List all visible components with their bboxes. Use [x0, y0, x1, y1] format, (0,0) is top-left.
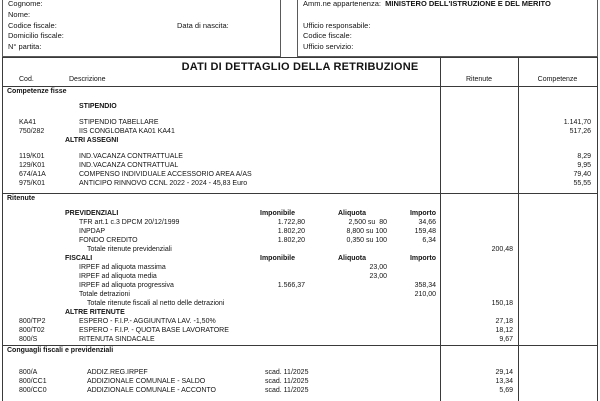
row-code: 800/S — [19, 336, 38, 343]
cell-ritenute: 18,12 — [495, 327, 513, 334]
cell-importo: 210,00 — [414, 291, 436, 298]
subcol-header-imponibile: Imponibile — [260, 210, 295, 217]
cell-importo: 6,34 — [422, 237, 436, 244]
table-row — [3, 219, 597, 228]
subcol-header-imponibile: Imponibile — [260, 255, 295, 262]
cell-imponibile: 1.802,20 — [277, 237, 305, 244]
table-row — [3, 228, 597, 237]
cell-ritenute: 5,69 — [499, 387, 513, 394]
cell-ritenute: 200,48 — [491, 246, 513, 253]
administration-box — [297, 0, 598, 57]
row-description: IND.VACANZA CONTRATTUAL — [79, 162, 179, 169]
cell-competenze: 1.141,70 — [563, 119, 591, 126]
table-row — [3, 327, 597, 336]
row-description: IND.VACANZA CONTRATTUALE — [79, 153, 183, 160]
cell-ritenute: 13,34 — [495, 378, 513, 385]
table-row — [3, 255, 597, 264]
codice-fiscale-label: Codice fiscale: — [8, 20, 57, 30]
row-description: INPDAP — [79, 228, 106, 235]
row-code: 975/K01 — [19, 180, 46, 187]
cell-aliquota: 23,00 — [369, 264, 387, 271]
row-code: 800/T02 — [19, 327, 45, 334]
ufficio-responsabile-label: Ufficio responsabile: — [303, 20, 371, 30]
table-row — [3, 387, 597, 396]
table-row — [3, 210, 597, 219]
table-rows — [3, 88, 597, 396]
row-spacer — [3, 356, 597, 369]
row-description: PREVIDENZIALI — [65, 210, 119, 217]
row-spacer — [3, 112, 597, 119]
row-description: ESPERO - F.I.P. - QUOTA BASE LAVORATORE — [79, 327, 229, 334]
column-header-ritenute: Ritenute — [465, 76, 493, 83]
row-description: Totale ritenute fiscali al netto delle detrazioni — [87, 300, 225, 307]
amministrazione-value: MINISTERO DELL'ISTRUZIONE E DEL MERITO — [385, 0, 551, 8]
table-row — [3, 318, 597, 327]
subcol-header-importo: Importo — [409, 255, 436, 262]
row-description: IRPEF ad aliquota media — [79, 273, 157, 280]
row-description: FISCALI — [65, 255, 93, 262]
subcol-header-importo: Importo — [409, 210, 436, 217]
table-row — [3, 171, 597, 180]
row-description: ADDIZIONALE COMUNALE - ACCONTO — [87, 387, 217, 394]
table-row — [3, 369, 597, 378]
subcol-header-aliquota: Aliquota — [338, 255, 366, 262]
table-row — [3, 153, 597, 162]
table-row — [3, 347, 597, 356]
cell-imponibile: 1.566,37 — [277, 282, 305, 289]
table-row — [3, 264, 597, 273]
row-description: ADDIZIONALE COMUNALE - SALDO — [87, 378, 206, 385]
row-description: Competenze fisse — [7, 88, 67, 95]
table-row — [3, 309, 597, 318]
cell-competenze: 55,55 — [573, 180, 591, 187]
row-description: ALTRI ASSEGNI — [65, 137, 119, 144]
table-row — [3, 137, 597, 146]
ufficio-servizio-label: Ufficio servizio: — [303, 42, 354, 52]
table-row — [3, 246, 597, 255]
cell-ritenute: 150,18 — [491, 300, 513, 307]
cell-ritenute: 29,14 — [495, 369, 513, 376]
row-description: FONDO CREDITO — [79, 237, 138, 244]
table-title: DATI DI DETTAGLIO DELLA RETRIBUZIONE — [181, 61, 419, 73]
cell-competenze: 79,40 — [573, 171, 591, 178]
cell-scadenza: scad. 11/2025 — [265, 378, 309, 385]
row-description: RITENUTA SINDACALE — [79, 336, 155, 343]
row-description: STIPENDIO — [79, 103, 117, 110]
table-row — [3, 273, 597, 282]
table-row — [3, 162, 597, 171]
data-nascita-label: Data di nascita: — [177, 20, 229, 30]
cell-ritenute: 27,18 — [495, 318, 513, 325]
domicilio-fiscale-label: Domicilio fiscale: — [8, 31, 64, 41]
cell-aliquota: 8,800 su 100 — [346, 228, 387, 235]
cell-competenze: 9,95 — [577, 162, 591, 169]
row-description: ALTRE RITENUTE — [65, 309, 125, 316]
header-divider — [3, 86, 597, 87]
row-code: 750/282 — [19, 128, 45, 135]
row-description: Totale ritenute previdenziali — [87, 246, 172, 253]
cell-competenze: 517,26 — [569, 128, 591, 135]
row-description: IIS CONGLOBATA KA01 KA41 — [79, 128, 175, 135]
codice-fiscale-amm-label: Codice fiscale: — [303, 31, 352, 41]
row-description: STIPENDIO TABELLARE — [79, 119, 159, 126]
row-code: 800/CC0 — [19, 387, 47, 394]
row-code: 129/K01 — [19, 162, 46, 169]
column-header-competenze: Competenze — [537, 76, 578, 83]
row-code: 800/A — [19, 369, 38, 376]
row-description: ADDIZ.REG.IRPEF — [87, 369, 148, 376]
amministrazione-line — [303, 0, 551, 8]
row-code: 800/CC1 — [19, 378, 47, 385]
row-spacer — [3, 146, 597, 153]
table-row — [3, 336, 597, 345]
table-row — [3, 180, 597, 189]
row-description: TFR art.1 c.3 DPCM 20/12/1999 — [79, 219, 180, 226]
row-description: Conguagli fiscali e previdenziali — [7, 347, 114, 354]
row-code: 119/K01 — [19, 153, 45, 160]
table-row — [3, 88, 597, 97]
cell-scadenza: scad. 11/2025 — [265, 369, 309, 376]
row-description: Ritenute — [7, 195, 35, 202]
cell-aliquota: 2,500 su 80 — [348, 219, 387, 226]
row-description: COMPENSO INDIVIDUALE ACCESSORIO AREA A/AS — [79, 171, 252, 178]
table-row — [3, 237, 597, 246]
table-row — [3, 103, 597, 112]
table-row — [3, 282, 597, 291]
table-row — [3, 128, 597, 137]
table-row — [3, 291, 597, 300]
row-description: Totale detrazioni — [79, 291, 130, 298]
cell-importo: 159,48 — [414, 228, 436, 235]
numero-partita-label: N° partita: — [8, 42, 42, 52]
row-description: IRPEF ad aliquota progressiva — [79, 282, 174, 289]
column-header-cod: Cod. — [19, 76, 34, 83]
table-row — [3, 195, 597, 204]
row-description: IRPEF ad aliquota massima — [79, 264, 166, 271]
row-description: ANTICIPO RINNOVO CCNL 2022 - 2024 - 45,83 Euro — [79, 180, 248, 187]
cognome-label: Cognome: — [8, 0, 43, 8]
cell-aliquota: 0,350 su 100 — [346, 237, 387, 244]
amministrazione-label: Amm.ne appartenenza: — [303, 0, 381, 8]
row-code: KA41 — [19, 119, 37, 126]
personal-data-box — [2, 0, 281, 57]
row-code: 800/TP2 — [19, 318, 46, 325]
nome-label: Nome: — [8, 9, 31, 19]
cell-importo: 34,66 — [418, 219, 436, 226]
table-row — [3, 119, 597, 128]
column-header-descrizione: Descrizione — [69, 76, 106, 83]
cell-competenze: 8,29 — [577, 153, 591, 160]
table-row — [3, 300, 597, 309]
cell-ritenute: 9,67 — [499, 336, 513, 343]
retribution-table — [2, 57, 598, 401]
cell-scadenza: scad. 11/2025 — [265, 387, 309, 394]
cell-imponibile: 1.722,80 — [277, 219, 305, 226]
cell-imponibile: 1.802,20 — [277, 228, 305, 235]
row-description: ESPERO - F.I.P.- AGGIUNTIVA LAV. -1,50% — [79, 318, 216, 325]
cell-importo: 358,34 — [414, 282, 436, 289]
cell-aliquota: 23,00 — [369, 273, 387, 280]
subcol-header-aliquota: Aliquota — [338, 210, 366, 217]
table-row — [3, 378, 597, 387]
row-code: 674/A1A — [19, 171, 46, 178]
